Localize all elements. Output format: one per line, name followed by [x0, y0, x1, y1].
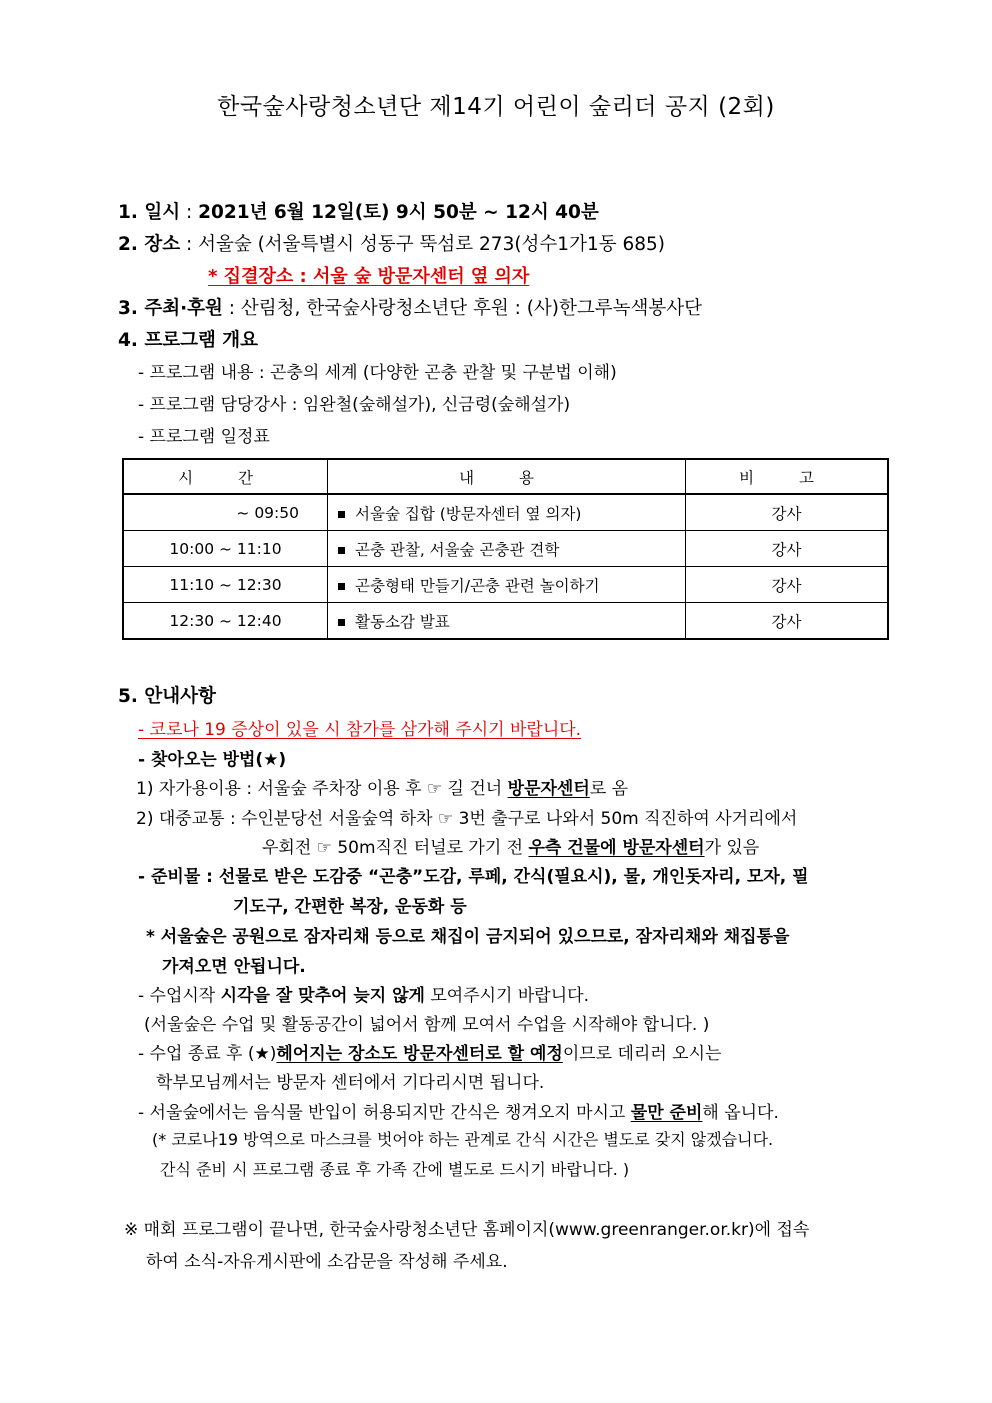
table-row: [123, 531, 888, 567]
transit-highlight: 우측 건물에 방문자센터: [528, 838, 705, 858]
row-time: 12:30 ~ 12:40: [123, 603, 328, 640]
row-note: 강사: [686, 531, 889, 567]
program-teachers: - 프로그램 담당강사 : 임완철(숲해설가), 신금령(숲해설가): [138, 395, 571, 415]
row-desc-text: 활동소감 발표: [355, 612, 450, 631]
table-row: [123, 567, 888, 603]
meeting-point: * 집결장소 : 서울 숲 방문자센터 옆 의자: [208, 266, 530, 287]
bullet-icon: [338, 511, 345, 518]
host-label: 3. 주최·후원: [118, 298, 223, 319]
row-desc-text: 곤충형태 만들기/곤충 관련 놀이하기: [355, 576, 600, 595]
transit-text: 우회전 ☞ 50m직진 터널로 가기 전: [262, 838, 529, 858]
food-text: - 서울숲에서는 음식물 반입이 허용되지만 간식은 챙겨오지 마시고: [138, 1103, 631, 1123]
row-desc: [328, 567, 686, 603]
date-label: 1. 일시: [118, 202, 181, 223]
end-text: - 수업 종료 후 (★): [138, 1044, 277, 1064]
punctuality-text: - 수업시작: [138, 986, 221, 1006]
end-highlight: 헤어지는 장소도 방문자센터로 할 예정: [276, 1044, 563, 1064]
section-notice-label: 5. 안내사항: [118, 686, 216, 707]
place-value: 서울숲 (서울특별시 성동구 뚝섬로 273(성수1가1동 685): [198, 234, 665, 255]
host-value: 산림청, 한국숲사랑청소년단 후원 : (사)한그루녹색봉사단: [240, 298, 702, 319]
directions-transit-2: [262, 833, 759, 858]
place-label: 2. 장소: [118, 234, 181, 255]
no-collecting-1: * 서울숲은 공원으로 잠자리채 등으로 채집이 금지되어 있으므로, 잠자리채와 채집통을: [146, 927, 790, 947]
footer-line-2: 하여 소식-자유게시판에 소감문을 작성해 주세요.: [146, 1252, 508, 1272]
section-overview-label: 4. 프로그램 개요: [118, 330, 259, 351]
food-policy: [138, 1098, 779, 1123]
directions-car: [136, 774, 628, 799]
section-date: [118, 198, 599, 224]
food-note-2: 간식 준비 시 프로그램 종료 후 가족 간에 별도로 드시기 바랍니다. ): [160, 1160, 630, 1179]
bullet-icon: [338, 619, 345, 626]
header-note: 비 고: [686, 459, 889, 494]
footer-line-1: ※ 매회 프로그램이 끝나면, 한국숲사랑청소년단 홈페이지(www.greenranger.or.kr)에 접속: [124, 1220, 810, 1240]
program-content: - 프로그램 내용 : 곤충의 세계 (다양한 곤충 관찰 및 구분법 이해): [138, 363, 617, 383]
schedule-table: [122, 458, 889, 640]
car-end: 로 옴: [589, 779, 629, 799]
page-title: 한국숲사랑청소년단 제14기 어린이 숲리더 공지 (2회): [217, 94, 775, 120]
row-desc-text: 서울숲 집합 (방문자센터 옆 의자): [355, 504, 582, 523]
food-highlight: 물만 준비: [630, 1103, 703, 1123]
food-end: 해 옵니다.: [702, 1103, 779, 1123]
row-note: 강사: [686, 494, 889, 531]
row-desc: [328, 494, 686, 531]
row-time: ~ 09:50: [123, 494, 328, 531]
section-host: [118, 294, 702, 320]
end-meeting-2: 학부모님께서는 방문자 센터에서 기다리시면 됩니다.: [156, 1073, 545, 1093]
row-time: 10:00 ~ 11:10: [123, 531, 328, 567]
table-row: [123, 494, 888, 531]
header-content: 내 용: [328, 459, 686, 494]
car-text: 1) 자가용이용 : 서울숲 주차장 이용 후 ☞ 길 건너: [136, 779, 508, 799]
program-schedule-label: - 프로그램 일정표: [138, 427, 270, 447]
row-desc: [328, 603, 686, 640]
date-sep: :: [180, 202, 199, 223]
prep-line-2: 기도구, 간편한 복장, 운동화 등: [233, 897, 467, 917]
transit-end: 가 있음: [704, 838, 760, 858]
bullet-icon: [338, 547, 345, 554]
row-note: 강사: [686, 603, 889, 640]
section-place: [118, 230, 665, 256]
end-meeting: [138, 1039, 721, 1064]
covid-notice: - 코로나 19 증상이 있을 시 참가를 삼가해 주시기 바랍니다.: [138, 720, 582, 740]
punctuality: [138, 981, 589, 1006]
visitor-center-text: 방문자센터: [507, 779, 590, 799]
punctuality-end: 모여주시기 바랍니다.: [424, 986, 589, 1006]
table-header-row: [123, 459, 888, 494]
header-time: 시 간: [123, 459, 328, 494]
bullet-icon: [338, 583, 345, 590]
place-sep: :: [180, 234, 199, 255]
end-tail: 이므로 데리러 오시는: [562, 1044, 722, 1064]
row-note: 강사: [686, 567, 889, 603]
row-desc-text: 곤충 관찰, 서울숲 곤충관 견학: [355, 540, 560, 559]
date-value: 2021년 6월 12일(토) 9시 50분 ~ 12시 40분: [198, 202, 599, 223]
food-note-1: (* 코로나19 방역으로 마스크를 벗어야 하는 관계로 간식 시간은 별도로 갖지 않겠습니다.: [152, 1130, 774, 1149]
directions-transit-1: 2) 대중교통 : 수인분당선 서울숲역 하차 ☞ 3번 출구로 나와서 50m 직진하여 사거리에서: [136, 809, 798, 829]
host-sep: :: [222, 298, 241, 319]
no-collecting-2: 가져오면 안됩니다.: [162, 957, 306, 977]
prep-line-1: - 준비물 : 선물로 받은 도감중 “곤충”도감, 루페, 간식(필요시), 물, 개인돗자리, 모자, 필: [138, 867, 809, 887]
row-time: 11:10 ~ 12:30: [123, 567, 328, 603]
punctuality-highlight: 시각을 잘 맞추어 늦지 않게: [220, 986, 425, 1006]
row-desc: [328, 531, 686, 567]
table-row: [123, 603, 888, 640]
punctuality-note: (서울숲은 수업 및 활동공간이 넓어서 함께 모여서 수업을 시작해야 합니다. ): [144, 1015, 710, 1035]
directions-label: - 찾아오는 방법(★): [138, 750, 287, 770]
